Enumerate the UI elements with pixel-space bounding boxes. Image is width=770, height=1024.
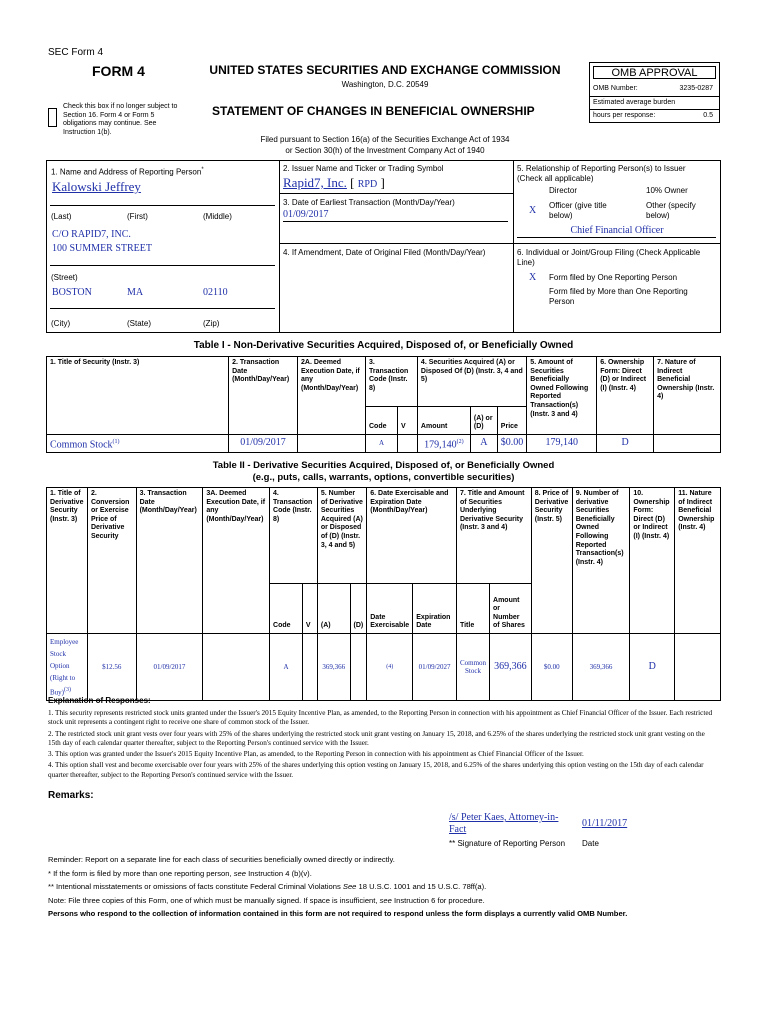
footer-notes: [48, 853, 728, 921]
ticker-symbol: RPD: [357, 179, 378, 190]
t1-header-deemed: 2A. Deemed Execution Date, if any (Month/Day/Year): [298, 357, 366, 435]
t2-code: A: [270, 634, 303, 701]
t2-header-title: 1. Title of Derivative Security (Instr. 3): [47, 488, 88, 634]
footnote-4: 4. This option shall vest and become exercisable over four years with 25% of the shares underlying this option vesting on January 15, 2018, and 6.25% of the shares underlying this option vesting on the 15th day of each calendar quarter thereafter, subject to the Reporting Person's continued service with the Issuer.: [48, 761, 704, 779]
t2-a: 369,366: [317, 634, 350, 701]
t2-expiration-col: Expiration Date: [413, 584, 457, 634]
omb-number-value: 3235-0287: [679, 85, 713, 92]
footnote-1: 1. This security represents restricted stock units granted under the Issuer's 2015 Equity Incentive Plan, as amended, to the Reporting Person in connection with his appointment as Chief Financial Officer of the Issuer. Each restricted stock unit represents a contingent right to receive one share of common stock of the Issuer.: [48, 709, 713, 727]
state-value: MA: [127, 287, 144, 298]
t2-header-price: 8. Price of Derivative Security (Instr. 5): [531, 488, 572, 634]
t1-owned: 179,140: [527, 435, 597, 453]
t2-title-col: Title: [456, 584, 489, 634]
table2-title: Table II - Derivative Securities Acquired, Disposed of, or Beneficially Owned (e.g., puts, calls, warrants, options, convertible securities): [212, 460, 555, 483]
omb-hours-label: hours per response:: [593, 112, 656, 119]
t1-row: [47, 435, 721, 453]
t1-header-form: 6. Ownership Form: Direct (D) or Indirect (I) (Instr. 4): [597, 357, 654, 435]
zip-label: (Zip): [203, 319, 220, 328]
footer-reminder: Reminder: Report on a separate line for each class of securities beneficially owned directly or indirectly.: [48, 855, 395, 864]
filed-pursuant: Filed pursuant to Section 16(a) of the Securities Exchange Act of 1934 or Section 30(h) of the Investment Company Act of 1940: [260, 135, 510, 155]
derivative-table: [46, 487, 721, 701]
box3-label: 3. Date of Earliest Transaction (Month/Day/Year): [283, 198, 455, 207]
footer-note: Note: File three copies of this Form, one of which must be manually signed. If space is insufficient, see Instruction 6 for procedure.: [48, 895, 485, 905]
city-label: (City): [51, 319, 71, 328]
t2-a-col: (A): [317, 584, 350, 634]
checkbox-label: Check this box if no longer subject to Section 16. Form 4 or Form 5 obligations may continue. See Instruction 1(b).: [63, 103, 178, 136]
t1-header-acquired: 4. Securities Acquired (A) or Disposed Of (D) (Instr. 3, 4 and 5): [417, 357, 526, 407]
zip-value: 02110: [203, 287, 228, 298]
t1-date: 01/09/2017: [229, 435, 298, 453]
t2-exercisable: (4): [367, 634, 413, 701]
t1-amount: 179,140$^{(2)}$: [417, 435, 470, 453]
signature-date: 01/11/2017: [582, 818, 628, 829]
issuer-link[interactable]: Rapid7, Inc.: [283, 175, 347, 190]
non-derivative-table: [46, 356, 721, 453]
t2-d: [350, 634, 367, 701]
t1-form: D: [597, 435, 654, 453]
footnote-3: 3. This option was granted under the Issuer's 2015 Equity Incentive Plan, as amended, to the Reporting Person in connection with his appointment as Chief Financial Officer of the Issuer.: [48, 750, 584, 759]
footer-omb-notice: Persons who respond to the collection of information contained in this form are not required to respond unless the form displays a currently valid OMB Number.: [48, 909, 628, 918]
reporting-person-name[interactable]: Kalowski Jeffrey: [52, 179, 141, 194]
box5-label: 5. Relationship of Reporting Person(s) to Issuer (Check all applicable): [517, 164, 686, 183]
t1-code: A: [365, 435, 397, 453]
t2-form: D: [630, 634, 675, 701]
t1-deemed: [298, 435, 366, 453]
footer-misstatements: ** Intentional misstatements or omissions of facts constitute Federal Criminal Violations See 18 U.S.C. 1001 and 15 U.S.C. 78ff(a).: [48, 882, 487, 891]
city-value: BOSTON: [52, 287, 92, 298]
t2-v-col: V: [302, 584, 317, 634]
street-label: (Street): [51, 273, 78, 282]
form-title: FORM 4: [92, 63, 145, 79]
officer-checkmark[interactable]: X: [529, 205, 537, 216]
t2-header-deemed: 3A. Deemed Execution Date, if any (Month/Day/Year): [203, 488, 270, 634]
t1-header-nature: 7. Nature of Indirect Beneficial Ownership (Instr. 4): [654, 357, 721, 435]
box4-label: 4. If Amendment, Date of Original Filed (Month/Day/Year): [283, 248, 486, 257]
t2-underlying-amount: 369,366: [490, 634, 532, 701]
t2-d-col: (D): [350, 584, 367, 634]
t2-header-date: 3. Transaction Date (Month/Day/Year): [136, 488, 203, 634]
t2-header-conversion: 2. Conversion or Exercise Price of Derivative Security: [87, 488, 136, 634]
t1-code-col: Code: [365, 407, 397, 435]
omb-burden-label: Estimated average burden: [593, 99, 676, 106]
t2-nature: [675, 634, 721, 701]
t1-header-title: 1. Title of Security (Instr. 3): [47, 357, 229, 435]
box6-label: 6. Individual or Joint/Group Filing (Check Applicable Line): [517, 248, 701, 267]
t1-security: Common Stock$^{(1)}$: [47, 435, 229, 453]
t1-amount-col: Amount: [417, 407, 470, 435]
omb-number-label: OMB Number:: [593, 85, 638, 92]
t1-header-date: 2. Transaction Date (Month/Day/Year): [229, 357, 298, 435]
t2-header-nature: 11. Nature of Indirect Beneficial Ownership (Instr. 4): [675, 488, 721, 634]
last-label: (Last): [51, 212, 72, 221]
t1-ad: A: [470, 435, 497, 453]
earliest-transaction-date: 01/09/2017: [283, 209, 329, 220]
t2-amount-col: Amount or Number of Shares: [490, 584, 532, 634]
officer-label: Officer (give title below): [549, 201, 607, 220]
t1-v-col: V: [397, 407, 417, 435]
t1-price: $0.00: [497, 435, 527, 453]
t2-header-number: 5. Number of Derivative Securities Acquired (A) or Disposed of (D) (Instr. 3, 4 and 5): [317, 488, 366, 584]
director-label: Director: [549, 186, 578, 195]
more-persons-label: Form filed by More than One Reporting Person: [549, 287, 688, 306]
t2-security: Employee Stock Option (Right to Buy)$^{(3)}$: [47, 634, 88, 701]
t1-nature: [654, 435, 721, 453]
middle-label: (Middle): [203, 212, 232, 221]
t2-header-owned: 9. Number of derivative Securities Beneficially Owned Following Reported Transaction(s) (Instr. 4): [572, 488, 630, 634]
sec-form-label: SEC Form 4: [48, 47, 104, 58]
signature: /s/ Peter Kaes, Attorney-in-Fact: [449, 812, 559, 835]
one-person-checkmark[interactable]: X: [529, 272, 537, 283]
t1-v: [397, 435, 417, 453]
t2-code-col: Code: [270, 584, 303, 634]
state-label: (State): [127, 319, 152, 328]
t2-header-exercisable: 6. Date Exercisable and Expiration Date (Month/Day/Year): [367, 488, 457, 584]
ten-percent-owner-label: 10% Owner: [646, 186, 688, 195]
t2-date: 01/09/2017: [136, 634, 203, 701]
address-line-1: C/O RAPID7, INC.: [52, 229, 131, 240]
footnote-2: 2. The restricted stock unit grant vests over four years with 25% of the shares underlying the restricted stock unit grant vesting on January 15, 2018, and 6.25% of the shares underlying the restricted stock unit grant vesting on the 15th day of each calendar quarter thereafter, subject to the Reporting Person's continued service with the Issuer.: [48, 729, 705, 747]
omb-approval-box: [589, 62, 720, 123]
t1-header-code: 3. Transaction Code (Instr. 8): [365, 357, 417, 407]
no-longer-subject-checkbox[interactable]: [48, 108, 57, 127]
explanation-title: Explanation of Responses:: [48, 696, 151, 705]
first-label: (First): [127, 212, 148, 221]
signature-label: ** Signature of Reporting Person: [449, 839, 566, 848]
one-person-label: Form filed by One Reporting Person: [549, 273, 678, 282]
date-label: Date: [582, 839, 599, 848]
t2-owned: 369,366: [572, 634, 630, 701]
agency-title: UNITED STATES SECURITIES AND EXCHANGE COMMISSION: [209, 63, 561, 77]
t1-header-owned: 5. Amount of Securities Beneficially Owned Following Reported Transaction(s) (Instr. 3 and 4): [527, 357, 597, 435]
t2-price: $0.00: [531, 634, 572, 701]
t2-deemed: [203, 634, 270, 701]
box1-label: 1. Name and Address of Reporting Person*: [51, 167, 204, 177]
t2-v: [302, 634, 317, 701]
t1-ad-col: (A) or (D): [470, 407, 497, 435]
t2-header-code: 4. Transaction Code (Instr. 8): [270, 488, 318, 584]
footer-multi-person: * If the form is filed by more than one reporting person, see Instruction 4 (b)(v).: [48, 868, 312, 878]
issuer-name: Rapid7, Inc. [ RPD ]: [283, 175, 385, 190]
t2-header-underlying: 7. Title and Amount of Securities Underlying Derivative Security (Instr. 3 and 4): [456, 488, 531, 584]
t2-underlying-title: Common Stock: [456, 634, 489, 701]
t2-row: [47, 634, 721, 701]
agency-city: Washington, D.C. 20549: [341, 80, 429, 89]
omb-title: OMB APPROVAL: [593, 66, 716, 79]
box2-label: 2. Issuer Name and Ticker or Trading Symbol: [283, 164, 444, 173]
address-line-2: 100 SUMMER STREET: [52, 243, 153, 254]
other-label: Other (specify below): [646, 201, 696, 220]
t2-header-form: 10. Ownership Form: Direct (D) or Indirect (I) (Instr. 4): [630, 488, 675, 634]
explanation-list: [48, 709, 718, 780]
t1-price-col: Price: [497, 407, 527, 435]
table1-title: Table I - Non-Derivative Securities Acquired, Disposed of, or Beneficially Owned: [193, 340, 574, 351]
omb-hours-value: 0.5: [703, 112, 713, 119]
t2-expiration: 01/09/2027: [413, 634, 457, 701]
remarks-title: Remarks:: [48, 790, 94, 801]
t2-conversion: $12.56: [87, 634, 136, 701]
t2-exercisable-col: Date Exercisable: [367, 584, 413, 634]
statement-title: STATEMENT OF CHANGES IN BENEFICIAL OWNERSHIP: [212, 104, 535, 118]
officer-title: Chief Financial Officer: [570, 225, 664, 236]
